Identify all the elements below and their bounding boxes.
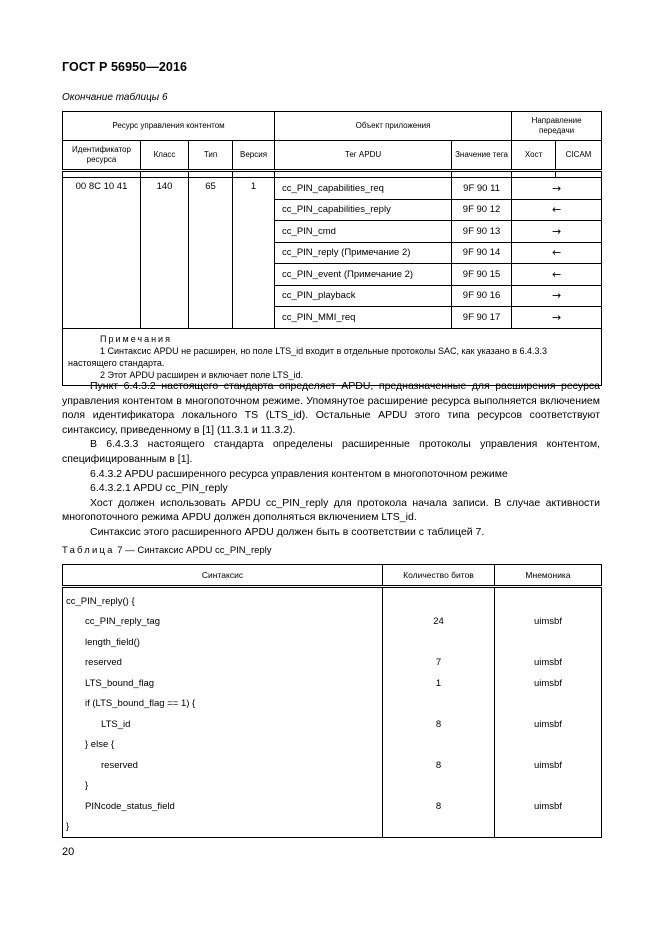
column-header-id: Идентификатор ресурса: [63, 141, 141, 171]
table-row: [63, 591, 602, 612]
column-header-tag: Тег APDU: [275, 141, 452, 171]
table-row: [63, 653, 602, 674]
mnemonic-cell: uimsbf: [495, 755, 602, 776]
resource-type-cell: 65: [189, 178, 233, 329]
table-row: [63, 612, 602, 633]
table-6: [62, 111, 602, 386]
syntax-cell: cc_PIN_reply_tag: [63, 612, 383, 633]
bits-cell: [383, 735, 495, 756]
column-header-type: Тип: [189, 141, 233, 171]
subsection-heading: 6.4.3.2.1 APDU cc_PIN_reply: [90, 482, 228, 495]
value-cell: 9F 90 11: [452, 178, 512, 200]
page-header-title: ГОСТ Р 56950—2016: [62, 60, 188, 74]
tag-cell: cc_PIN_cmd: [275, 221, 452, 243]
syntax-cell: }: [63, 776, 383, 797]
syntax-cell: PINcode_status_field: [63, 796, 383, 817]
paragraph: Пункт 6.4.3.2 настоящего стандарта определяет APDU, предназначенные для расширения ресурса управления контентом в многопоточном режиме. Упомянутое расширение ресурса выполняется включением поля идентификатора локального TS (LTS_id). Остальные APDU этого типа ресурсов соответствуют синтаксису, приведенному в [1] (11.3.1 и 11.3.2).: [62, 380, 600, 436]
syntax-cell: reserved: [63, 755, 383, 776]
tag-cell: cc_PIN_capabilities_reply: [275, 199, 452, 221]
direction-arrow-icon: ←: [512, 199, 602, 221]
mnemonic-cell: uimsbf: [495, 673, 602, 694]
table7-caption-title: 7 — Синтаксис APDU cc_PIN_reply: [114, 545, 272, 556]
bits-cell: [383, 776, 495, 797]
resource-class-cell: 140: [141, 178, 189, 329]
value-cell: 9F 90 16: [452, 285, 512, 307]
table-row: [63, 632, 602, 653]
table-row: [63, 178, 602, 200]
table6-notes: [63, 328, 602, 385]
bits-cell: 7: [383, 653, 495, 674]
direction-arrow-icon: ←: [512, 264, 602, 286]
syntax-cell: }: [63, 817, 383, 838]
bits-cell: [383, 591, 495, 612]
value-cell: 9F 90 17: [452, 307, 512, 329]
column-header-class: Класс: [141, 141, 189, 171]
paragraph: В 6.4.3.3 настоящего стандарта определены расширенные протоколы управления контентом, специфицированным в [1].: [62, 438, 600, 465]
table6-caption: Окончание таблицы 6: [62, 92, 168, 103]
syntax-cell: length_field(): [63, 632, 383, 653]
column-header-mnemonic: Мнемоника: [495, 565, 602, 587]
mnemonic-cell: [495, 817, 602, 838]
mnemonic-cell: [495, 694, 602, 715]
tag-cell: cc_PIN_reply (Примечание 2): [275, 242, 452, 264]
tag-cell: cc_PIN_capabilities_req: [275, 178, 452, 200]
bits-cell: [383, 817, 495, 838]
mnemonic-cell: uimsbf: [495, 714, 602, 735]
paragraph: Хост должен использовать APDU cc_PIN_reply для протокола начала записи. В случае активности многопоточного режима APDU должен дополняться включением LTS_id.: [62, 496, 600, 524]
syntax-cell: LTS_bound_flag: [63, 673, 383, 694]
table-row: [63, 776, 602, 797]
mnemonic-cell: uimsbf: [495, 612, 602, 633]
tag-cell: cc_PIN_playback: [275, 285, 452, 307]
group-header-resource: Ресурс управления контентом: [63, 112, 275, 141]
tag-cell: cc_PIN_MMI_req: [275, 307, 452, 329]
bits-cell: 8: [383, 714, 495, 735]
table-row: [63, 714, 602, 735]
column-header-syntax: Синтаксис: [63, 565, 383, 587]
bits-cell: 8: [383, 796, 495, 817]
group-header-direction: Направление передачи: [512, 112, 602, 141]
value-cell: 9F 90 13: [452, 221, 512, 243]
bits-cell: [383, 632, 495, 653]
column-header-value: Значение тега: [452, 141, 512, 171]
value-cell: 9F 90 15: [452, 264, 512, 286]
mnemonic-cell: uimsbf: [495, 653, 602, 674]
direction-arrow-icon: ←: [512, 242, 602, 264]
mnemonic-cell: [495, 776, 602, 797]
note-1: 1 Синтаксис APDU не расширен, но поле LTS_id входит в отдельные протоколы SAC, как указано в 6.4.3.3 настоящего стандарта.: [68, 345, 548, 368]
value-cell: 9F 90 14: [452, 242, 512, 264]
bits-cell: 24: [383, 612, 495, 633]
bits-cell: [383, 694, 495, 715]
direction-arrow-icon: →: [512, 285, 602, 307]
mnemonic-cell: uimsbf: [495, 796, 602, 817]
resource-id-cell: 00 8C 10 41: [63, 178, 141, 329]
direction-arrow-icon: →: [512, 178, 602, 200]
direction-arrow-icon: →: [512, 221, 602, 243]
table-row: [63, 673, 602, 694]
column-header-host: Хост: [512, 141, 556, 171]
syntax-cell: LTS_id: [63, 714, 383, 735]
notes-title: Примечания: [100, 333, 172, 344]
table-row: [63, 817, 602, 838]
tag-cell: cc_PIN_event (Примечание 2): [275, 264, 452, 286]
mnemonic-cell: [495, 632, 602, 653]
bits-cell: 1: [383, 673, 495, 694]
syntax-cell: cc_PIN_reply() {: [63, 591, 383, 612]
table7-caption: [62, 545, 272, 556]
column-header-bits: Количество битов: [383, 565, 495, 587]
table7-caption-label: Таблица: [62, 545, 115, 556]
group-header-app-object: Объект приложения: [275, 112, 512, 141]
mnemonic-cell: [495, 735, 602, 756]
note-2: 2 Этот APDU расширен и включает поле LTS_id.: [100, 369, 304, 380]
page-number: 20: [62, 846, 75, 858]
syntax-cell: reserved: [63, 653, 383, 674]
direction-arrow-icon: →: [512, 307, 602, 329]
table-row: [63, 755, 602, 776]
section-heading: 6.4.3.2 APDU расширенного ресурса управления контентом в многопоточном режиме: [90, 467, 508, 480]
mnemonic-cell: [495, 591, 602, 612]
value-cell: 9F 90 12: [452, 199, 512, 221]
table-7: [62, 564, 602, 838]
table-row: [63, 735, 602, 756]
column-header-version: Версия: [233, 141, 275, 171]
syntax-cell: } else {: [63, 735, 383, 756]
resource-version-cell: 1: [233, 178, 275, 329]
bits-cell: 8: [383, 755, 495, 776]
body-text: [62, 379, 600, 540]
column-header-cicam: CICAM: [556, 141, 602, 171]
table-row: [63, 694, 602, 715]
syntax-cell: if (LTS_bound_flag == 1) {: [63, 694, 383, 715]
table-row: [63, 796, 602, 817]
paragraph: Синтаксис этого расширенного APDU должен быть в соответствии с таблицей 7.: [90, 525, 485, 538]
